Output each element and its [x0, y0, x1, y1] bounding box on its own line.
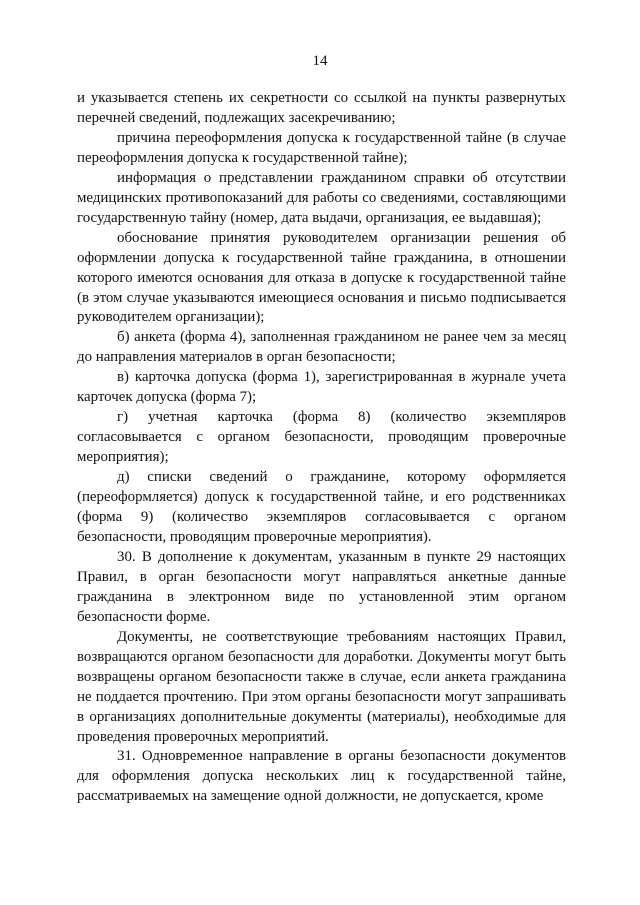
- paragraph-item-g: г) учетная карточка (форма 8) (количество экземпляров согласовывается с органом безопасности, проводящим проверочные мероприятия);: [77, 409, 566, 466]
- page-number: 14: [312, 53, 328, 69]
- paragraph-item-v: в) карточка допуска (форма 1), зарегистрированная в журнале учета карточек допуска (форма 7);: [77, 369, 566, 406]
- paragraph-item-d: д) списки сведений о гражданине, которому оформляется (переоформляется) допуск к государственной тайне, и его родственниках (форма 9) (количество экземпляров согласовывается с органом безопасности, проводящим проверочные мероприятия).: [77, 469, 566, 545]
- paragraph-clause-31: 31. Одновременное направление в органы безопасности документов для оформления допуска нескольких лиц к государственной тайне, рассматриваемых на замещение одной должности, не допускается, кроме: [77, 748, 566, 805]
- paragraph-clause-30: 30. В дополнение к документам, указанным в пункте 29 настоящих Правил, в орган безопасности могут направляться анкетные данные гражданина в электронном виде по установленной этим органом безопасности форме.: [77, 548, 566, 625]
- paragraph-returned-documents: Документы, не соответствующие требованиям настоящих Правил, возвращаются органом безопасности для доработки. Документы могут быть возвращены органом безопасности также в случае, если анкета гражданина не поддается прочтению. При этом органы безопасности могут запрашивать в организациях дополнительные документы (материалы), необходимые для проведения проверочных мероприятий.: [77, 628, 566, 745]
- paragraph-item-b: б) анкета (форма 4), заполненная гражданином не ранее чем за месяц до направления материалов в орган безопасности;: [77, 329, 566, 366]
- paragraph-continuation: и указывается степень их секретности со ссылкой на пункты развернутых перечней сведений, подлежащих засекречиванию;: [77, 90, 566, 126]
- paragraph-reissue-reason: причина переоформления допуска к государственной тайне (в случае переоформления допуска к государственной тайне);: [77, 129, 566, 166]
- paragraph-medical-certificate: информация о представлении гражданином справки об отсутствии медицинских противопоказаний для работы со сведениями, составляющими государственную тайну (номер, дата выдачи, организация, ее выдавшая);: [77, 169, 566, 226]
- paragraph-justification: обоснование принятия руководителем организации решения об оформлении допуска к государственной тайне гражданина, в отношении которого имеются основания для отказа в допуске к государственной тайне (в этом случае указываются имеющиеся основания и письмо подписывается руководителем организации);: [77, 229, 566, 326]
- document-body: [77, 89, 566, 807]
